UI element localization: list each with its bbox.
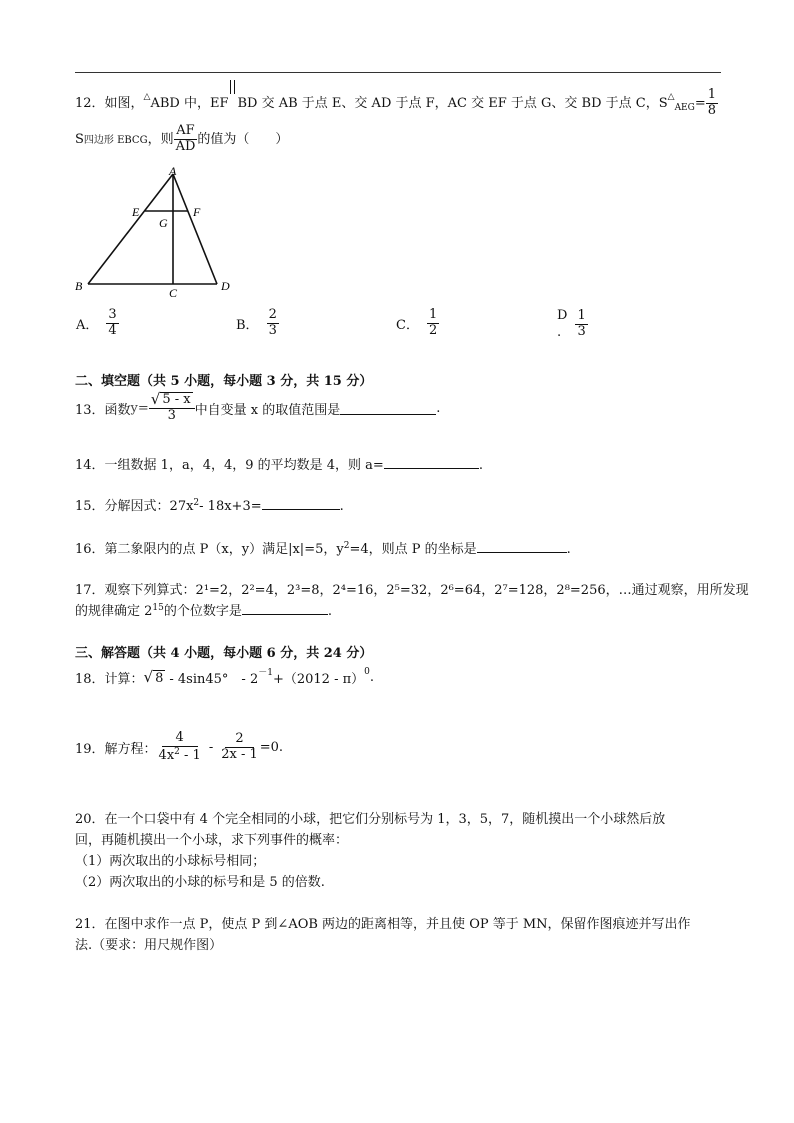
q18: 18．计算： √ 8 - 4sin45° - 2 －1 +（2012 - π） 0 . — [75, 666, 375, 687]
answer-blank[interactable] — [242, 602, 328, 615]
header-rule — [75, 72, 721, 73]
q14: 14．一组数据 1，a，4，4，9 的平均数是 4，则 a= . — [75, 458, 483, 473]
q16: 16．第二象限内的点 P（x，y）满足|x|=5，$y^2=4$，则点 P 的坐标是 . — [75, 541, 571, 557]
fraction-1: $\frac{4}{4x^2 - 1}$ — [158, 730, 201, 763]
q19: 19．解方程： $\frac{4}{4x^2 - 1}$ - $\frac{2}{2x - 1}$ =0. — [75, 730, 284, 763]
q20-line1: 20．在一个口袋中有 4 个完全相同的小球，把它们分别标号为 1，3，5，7，随机摸出一个小球然后放 — [75, 812, 666, 827]
label-d: D — [221, 279, 230, 293]
fraction-af-ad: $\frac{AF}{AD}$ — [175, 123, 196, 154]
q21-line2: 法.（要求：用尺规作图） — [75, 938, 223, 953]
side-ad — [173, 174, 217, 284]
answer-blank[interactable] — [262, 497, 340, 510]
answer-blank[interactable] — [340, 402, 436, 415]
label-b: B — [75, 279, 83, 293]
triangle-symbol: △ — [143, 91, 151, 102]
fraction-sqrt: √ 5 - x 3 — [149, 392, 195, 424]
q12-line1: 12．如图，△ABD 中，EF BD 交 AB 于点 E、交 AD 于点 F，AC 交 EF 于点 G、交 BD 于点 C，$S^\triangle_{AEG}=$ $\frac{1}{8}$ — [75, 88, 718, 119]
q20-line2: 回，再随机摸出一个小球，求下列事件的概率： — [75, 833, 349, 848]
q17-line2: 的规律确定 $2^{15}$的个位数字是 . — [75, 603, 333, 619]
q20-line3: （1）两次取出的小球标号相同； — [75, 854, 266, 869]
label-e: E — [132, 205, 140, 219]
label-f: F — [193, 205, 201, 219]
option-d: D . $\frac{1}{3}$ — [557, 308, 586, 340]
q17-line1: 17．观察下列算式：2¹=2，2²=4，2³=8，2⁴=16，2⁵=32，2⁶=64，2⁷=128，2⁸=256，…通过观察，用所发现 — [75, 583, 749, 598]
fraction-1-8: $\frac{1}{8}$ — [707, 87, 717, 118]
label-g: G — [159, 216, 168, 230]
label-a: A — [169, 164, 177, 178]
triangle-figure — [70, 160, 240, 300]
q20-line4: （2）两次取出的小球的标号和是 5 的倍数. — [75, 875, 325, 890]
q12-line2: S四边形 EBCG，则 $\frac{AF}{AD}$ 的值为（ ） — [75, 123, 289, 154]
q13: 13．函数 y= √ 5 - x 3 中自变量 x 的取值范围是 . — [75, 390, 441, 424]
label-c: C — [169, 286, 178, 300]
section-2-heading: 二、填空题（共 5 小题，每小题 3 分，共 15 分） — [75, 374, 373, 389]
section-3-heading: 三、解答题（共 4 小题，每小题 6 分，共 24 分） — [75, 646, 373, 661]
q21-line1: 21．在图中求作一点 P，使点 P 到∠AOB 两边的距离相等，并且使 OP 等于 MN，保留作图痕迹并写出作 — [75, 917, 691, 932]
parallel-mark — [230, 80, 235, 94]
answer-blank[interactable] — [384, 456, 479, 469]
fraction-2: $\frac{2}{2x - 1}$ — [221, 731, 258, 762]
option-c: C． $\frac{1}{2}$ — [396, 307, 438, 338]
sqrt-8: √ 8 — [143, 667, 164, 686]
option-a: A． $\frac{3}{4}$ — [76, 307, 117, 338]
option-b: B． $\frac{2}{3}$ — [236, 307, 277, 338]
answer-blank[interactable] — [477, 540, 567, 553]
q15: 15．分解因式：$27x^2-$ 18x+3= . — [75, 498, 344, 514]
